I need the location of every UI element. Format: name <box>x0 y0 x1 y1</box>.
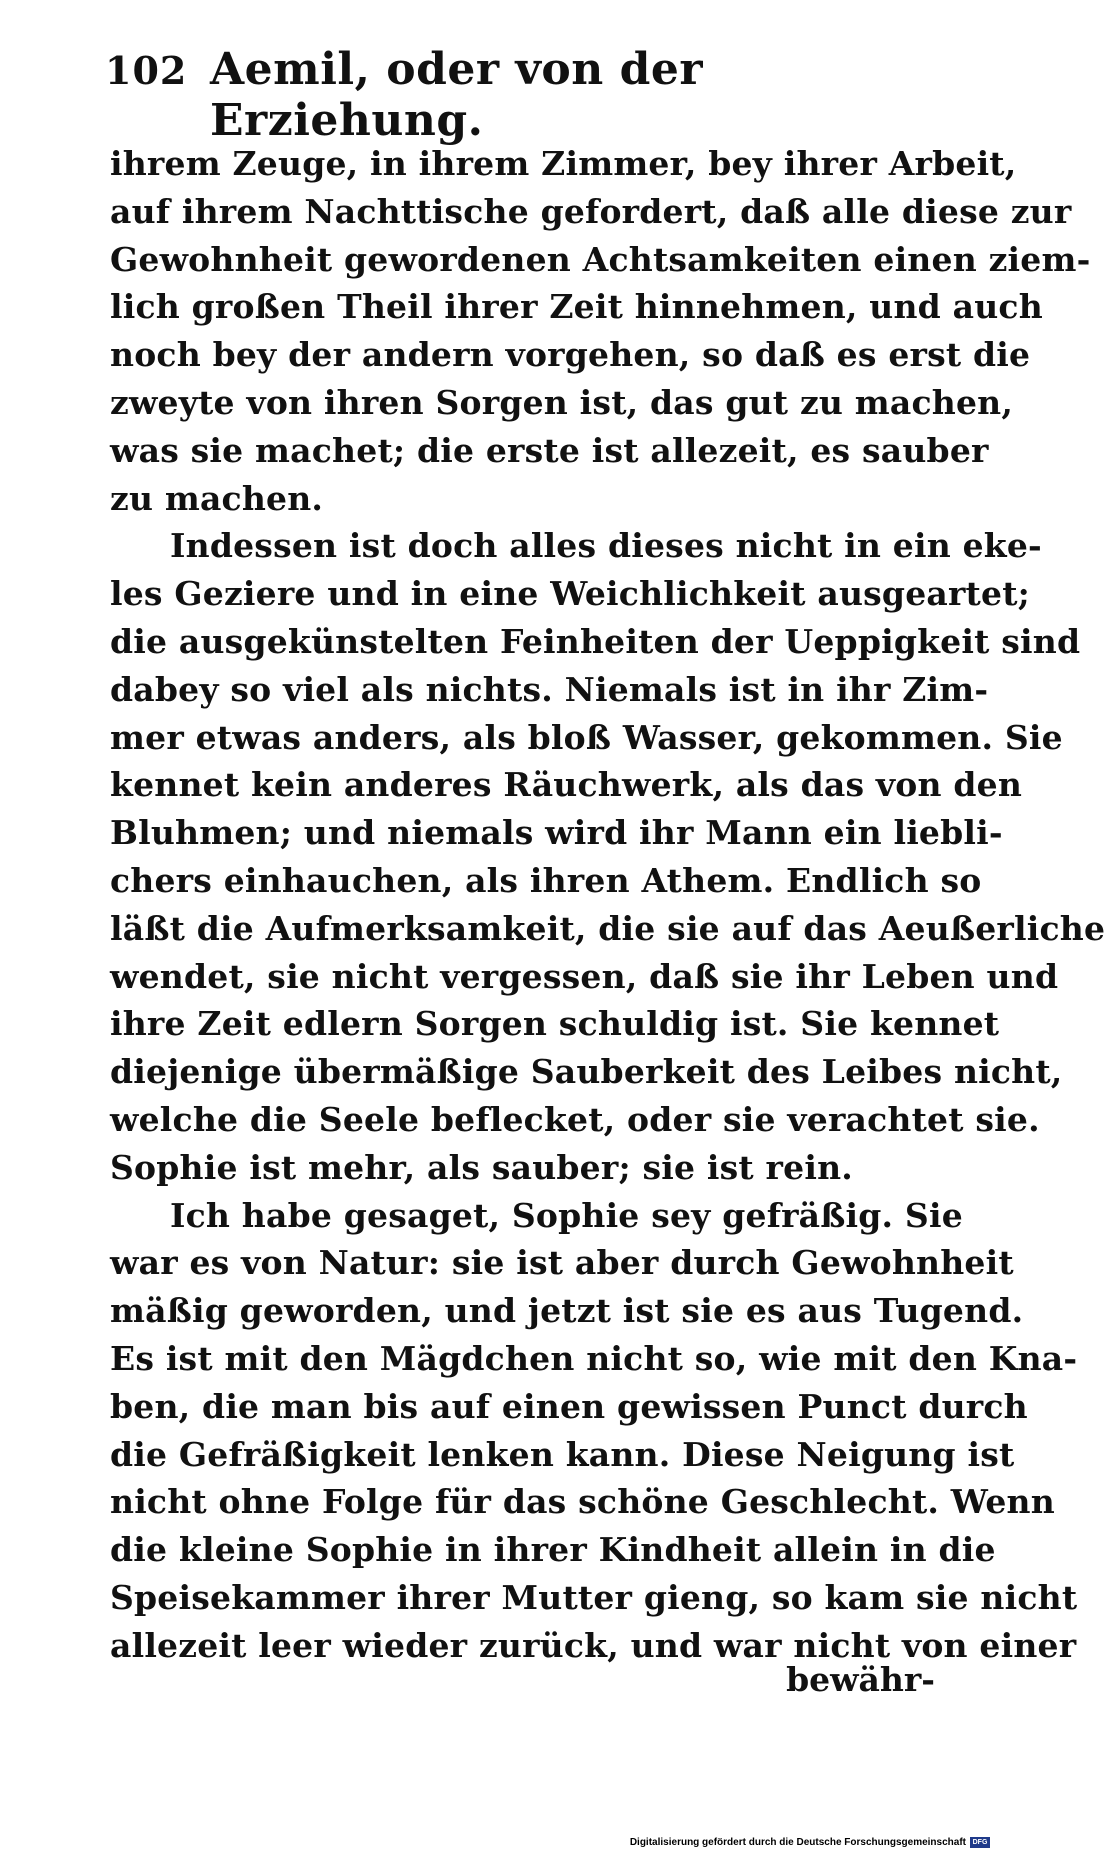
text-line: zweyte von ihren Sorgen ist, das gut zu machen, <box>110 382 1014 422</box>
text-line: die Gefräßigkeit lenken kann. Diese Neigung ist <box>110 1434 1015 1474</box>
text-line: allezeit leer wieder zurück, und war nicht von einer <box>110 1625 1077 1665</box>
catchword: bewähr- <box>786 1660 935 1699</box>
text-line: Ich habe gesaget, Sophie sey gefräßig. Sie <box>170 1195 963 1235</box>
text-line: die kleine Sophie in ihrer Kindheit allein in die <box>110 1530 996 1570</box>
text-line: ihre Zeit edlern Sorgen schuldig ist. Sie kennet <box>110 1004 1000 1044</box>
text-line: wendet, sie nicht vergessen, daß sie ihr Leben und <box>110 956 1059 996</box>
text-line: Gewohnheit gewordenen Achtsamkeiten einen ziem- <box>110 239 1091 279</box>
text-line: Speisekammer ihrer Mutter gieng, so kam sie nicht <box>110 1577 1078 1617</box>
digitization-credit <box>630 1837 990 1848</box>
page-header <box>105 40 925 146</box>
text-line: chers einhauchen, als ihren Athem. Endlich so <box>110 860 982 900</box>
text-line: kennet kein anderes Räuchwerk, als das von den <box>110 765 1023 805</box>
text-line: Indessen ist doch alles dieses nicht in ein eke- <box>170 526 1042 566</box>
text-line: ben, die man bis auf einen gewissen Punct durch <box>110 1386 1028 1426</box>
text-line: war es von Natur: sie ist aber durch Gewohnheit <box>110 1243 1014 1283</box>
page-number: 102 <box>105 48 188 93</box>
text-line: Sophie ist mehr, als sauber; sie ist rein. <box>110 1147 853 1187</box>
text-line: nicht ohne Folge für das schöne Geschlecht. Wenn <box>110 1482 1055 1522</box>
text-line: noch bey der andern vorgehen, so daß es erst die <box>110 335 1031 375</box>
text-line: ihrem Zeuge, in ihrem Zimmer, bey ihrer Arbeit, <box>110 144 1017 183</box>
text-line: mer etwas anders, als bloß Wasser, gekommen. Sie <box>110 717 1063 757</box>
text-line: Bluhmen; und niemals wird ihr Mann ein liebli- <box>110 813 1003 853</box>
text-line: diejenige übermäßige Sauberkeit des Leibes nicht, <box>110 1052 1063 1092</box>
text-line: welche die Seele beflecket, oder sie verachtet sie. <box>110 1099 1040 1139</box>
text-line: mäßig geworden, und jetzt ist sie es aus Tugend. <box>110 1291 1024 1331</box>
body-text <box>110 140 1105 1670</box>
footer-credit-text: Digitalisierung gefördert durch die Deutsche Forschungsgemeinschaft <box>629 1837 966 1848</box>
text-line: läßt die Aufmerksamkeit, die sie auf das Aeußerliche <box>110 908 1105 948</box>
text-line: lich großen Theil ihrer Zeit hinnehmen, und auch <box>110 287 1043 327</box>
text-line: zu machen. <box>110 478 324 518</box>
text-line: Es ist mit den Mägdchen nicht so, wie mit den Kna- <box>110 1338 1078 1378</box>
text-line: was sie machet; die erste ist allezeit, es sauber <box>110 430 989 470</box>
text-line: die ausgekünstelten Feinheiten der Ueppigkeit sind <box>110 621 1081 661</box>
text-line: les Geziere und in eine Weichlichkeit ausgeartet; <box>110 574 1031 614</box>
dfg-logo-icon: DFG <box>970 1837 990 1848</box>
text-line: dabey so viel als nichts. Niemals ist in ihr Zim- <box>110 669 989 709</box>
running-title: Aemil, oder von der Erziehung. <box>210 44 704 146</box>
text-line: auf ihrem Nachttische gefordert, daß alle diese zur <box>110 191 1072 231</box>
